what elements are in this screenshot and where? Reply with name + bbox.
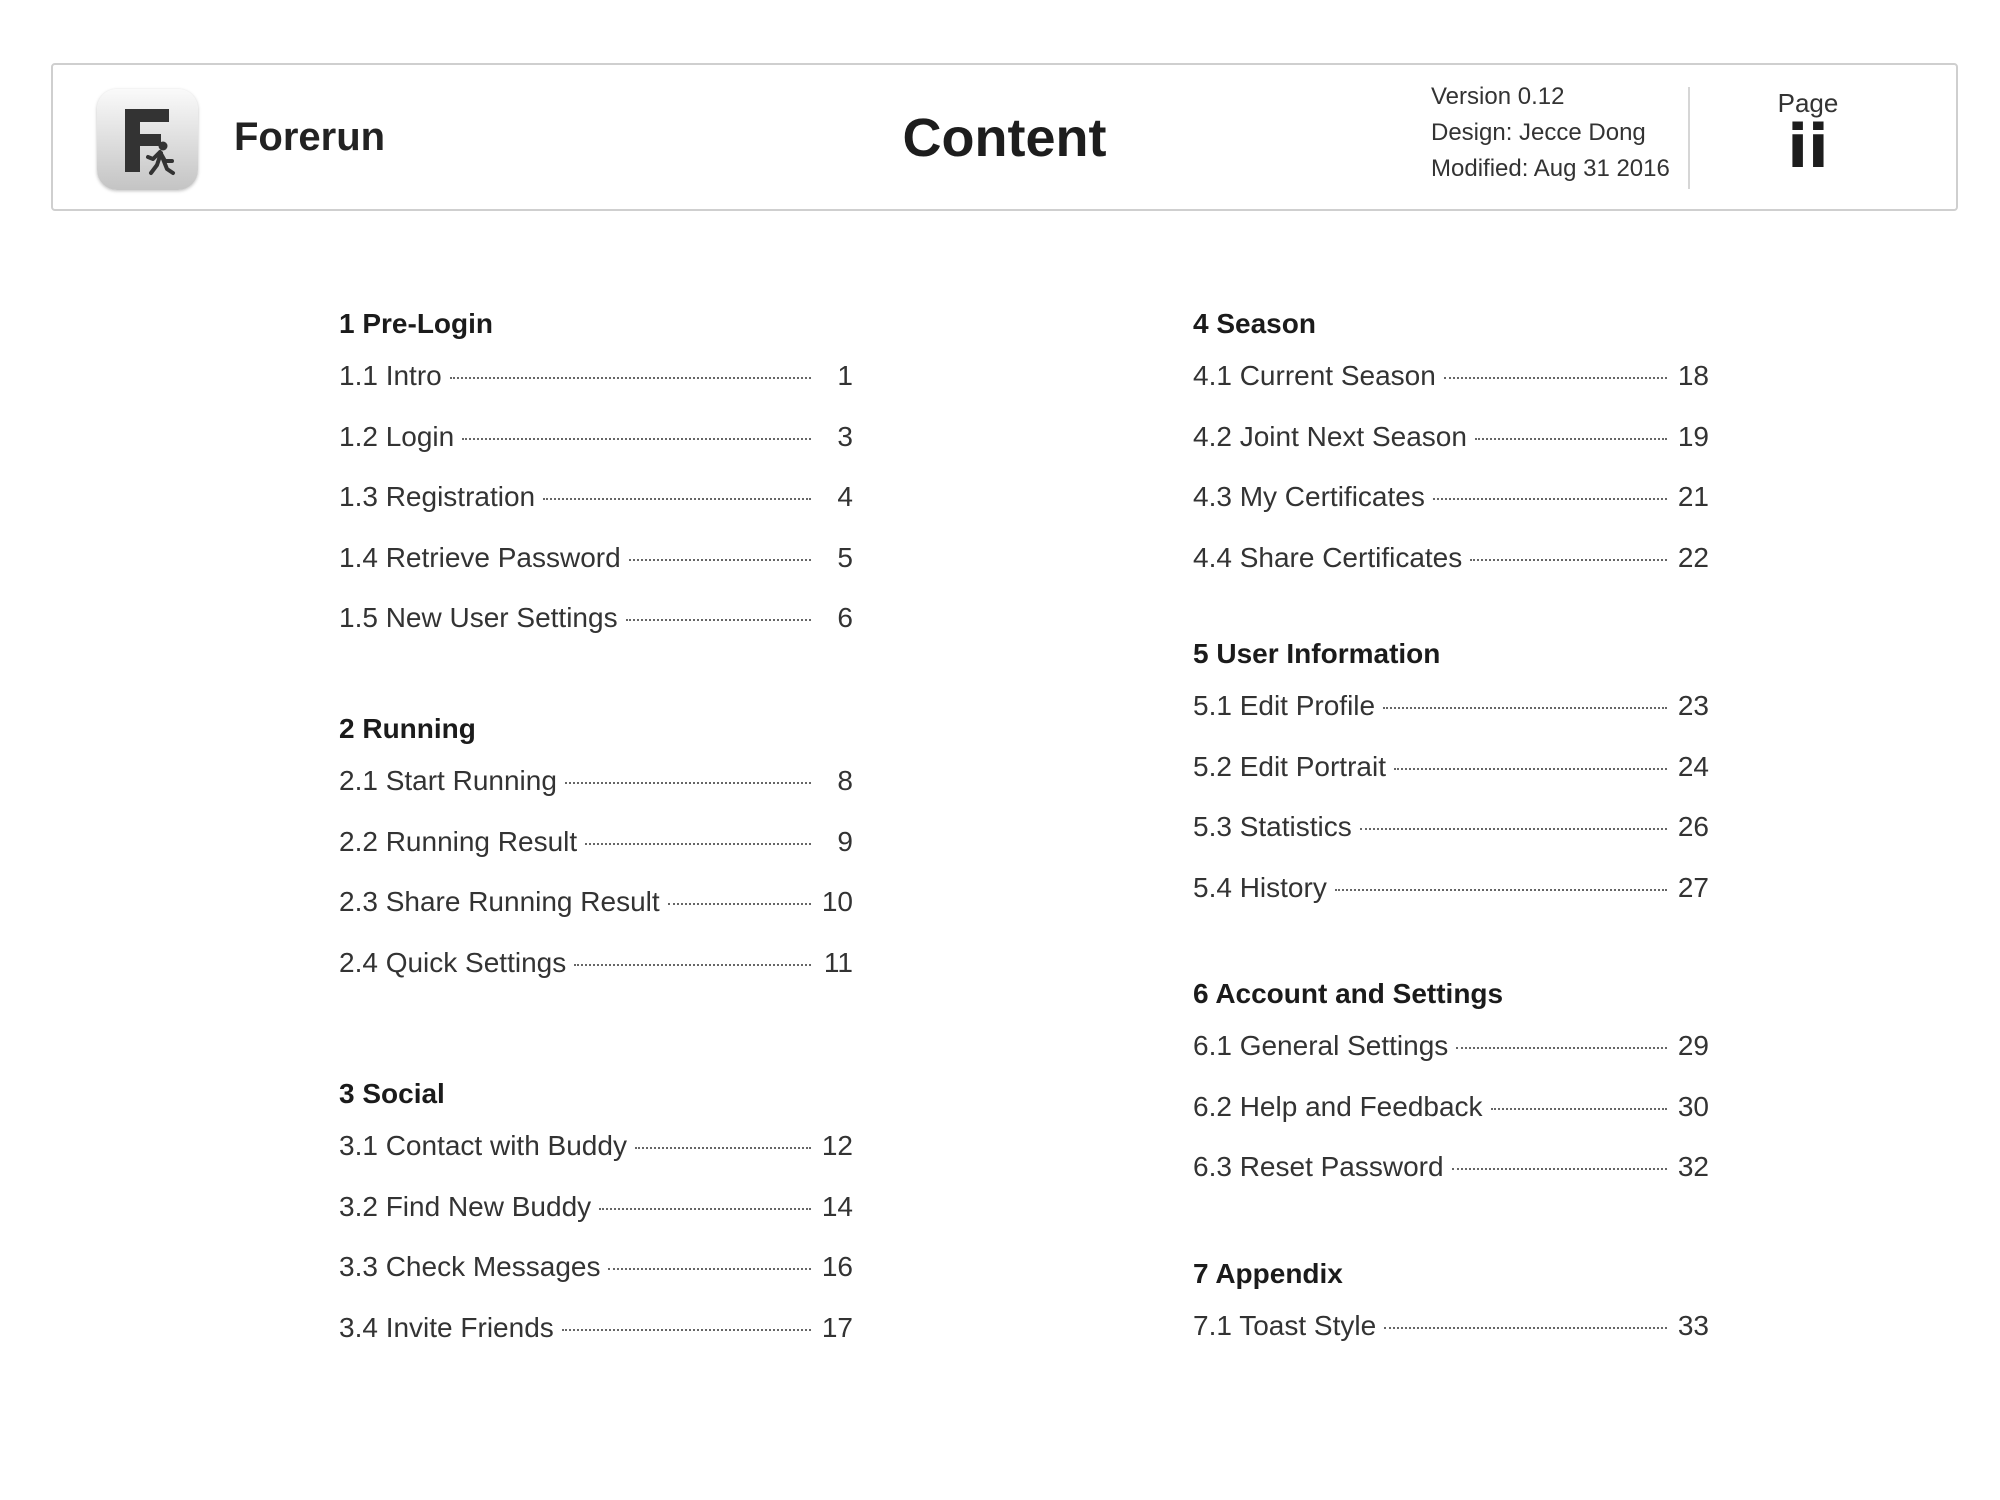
toc-entry-label: 7.1 Toast Style [1193,1310,1377,1341]
dot-leader [599,1208,811,1210]
dot-leader [1384,1327,1667,1329]
toc-entry-label: 1.3 Registration [339,481,536,512]
toc-entry-label: 6.1 General Settings [1193,1030,1449,1061]
toc-entry-label: 4.2 Joint Next Season [1193,420,1467,452]
toc-entry-label: 1.1 Intro [339,360,442,391]
toc-entry-page: 9 [837,825,853,857]
toc-entry[interactable] [339,751,853,812]
toc-right-column [1193,302,1709,1357]
toc-entry-label: 1.4 Retrieve Password [339,541,621,573]
toc-left-column [339,302,853,1358]
toc-entry[interactable] [1193,1016,1709,1077]
toc-entry-page: 32 [1677,1151,1709,1182]
toc-entry-page: 30 [1677,1090,1709,1122]
dot-leader [1456,1047,1667,1049]
toc-section-title: 2 Running [339,713,476,744]
toc-entry-page: 1 [837,360,853,391]
toc-entry[interactable] [339,1298,853,1359]
toc-entry-page: 4 [837,481,853,512]
dot-leader [543,498,811,500]
toc-entry-page: 23 [1677,690,1709,721]
forerun-runner-logo-icon [97,89,198,190]
dot-leader [1383,707,1667,709]
dot-leader [1475,438,1667,440]
toc-section [339,707,853,1072]
toc-entry-label: 3.2 Find New Buddy [339,1190,592,1222]
dot-leader [565,782,811,784]
toc-entry-page: 11 [823,946,853,978]
toc-entry[interactable] [1193,467,1709,528]
toc-entry[interactable] [339,467,853,528]
toc-entry-page: 29 [1677,1030,1709,1061]
toc-entry-label: 4.1 Current Season [1193,360,1436,391]
dot-leader [1433,498,1667,500]
toc-entry[interactable] [1193,1137,1709,1198]
toc-entry[interactable] [339,1116,853,1177]
modified-date-text: Modified: Aug 31 2016 [1431,155,1670,182]
version-text: Version 0.12 [1431,83,1565,110]
dot-leader [1394,768,1667,770]
toc-entry-page: 18 [1677,360,1709,391]
page-title: Content [902,108,1107,168]
toc-entry-label: 6.2 Help and Feedback [1193,1090,1483,1122]
toc-entry[interactable] [1193,797,1709,858]
toc-entry-label: 5.4 History [1193,871,1327,903]
toc-entry-page: 33 [1677,1310,1709,1341]
toc-entry-label: 3.4 Invite Friends [339,1311,554,1343]
toc-entry-label: 5.3 Statistics [1193,811,1352,842]
toc-entry-label: 1.2 Login [339,420,455,452]
dot-leader [462,438,811,440]
dot-leader [635,1147,811,1149]
toc-entry-label: 2.4 Quick Settings [339,946,567,978]
toc-entry[interactable] [339,528,853,589]
toc-section [1193,302,1709,632]
toc-entry[interactable] [339,933,853,994]
toc-entry-label: 6.3 Reset Password [1193,1151,1444,1182]
toc-entry[interactable] [1193,528,1709,589]
toc-entry-page: 24 [1677,750,1709,782]
dot-leader [1444,377,1667,379]
toc-entry[interactable] [1193,858,1709,919]
toc-entry-label: 2.1 Start Running [339,765,557,796]
toc-section [1193,632,1709,972]
header-divider [1688,87,1690,189]
toc-entry[interactable] [339,346,853,407]
app-name: Forerun [234,115,386,159]
document-meta [1431,79,1670,187]
toc-section-title: 1 Pre-Login [339,308,494,339]
toc-entry[interactable] [1193,407,1709,468]
dot-leader [629,559,811,561]
dot-leader [626,619,811,621]
toc-entry[interactable] [339,1177,853,1238]
toc-entry-label: 4.3 My Certificates [1193,481,1425,512]
toc-section-title: 3 Social [339,1078,445,1109]
toc-entry-page: 21 [1677,481,1709,512]
toc-entry-page: 14 [821,1190,853,1222]
toc-entry[interactable] [1193,1077,1709,1138]
dot-leader [574,964,811,966]
toc-section-title: 6 Account and Settings [1193,978,1504,1009]
toc-entry[interactable] [1193,737,1709,798]
toc-entry-label: 2.2 Running Result [339,825,578,857]
toc-entry[interactable] [339,872,853,933]
dot-leader [585,843,811,845]
toc-entry[interactable] [339,812,853,873]
toc-entry-page: 10 [821,886,853,917]
dot-leader [450,377,811,379]
dot-leader [1491,1108,1667,1110]
toc-entry-page: 5 [837,541,853,573]
toc-entry-label: 3.1 Contact with Buddy [339,1130,627,1161]
dot-leader [1470,559,1667,561]
toc-section-title: 7 Appendix [1193,1258,1343,1289]
toc-section [1193,1252,1709,1357]
toc-section-title: 4 Season [1193,308,1316,339]
toc-section [339,302,853,707]
toc-entry[interactable] [1193,346,1709,407]
toc-entry-page: 17 [821,1311,853,1343]
dot-leader [1335,889,1667,891]
page-number: ii [1787,112,1829,182]
dot-leader [608,1268,811,1270]
dot-leader [668,903,811,905]
toc-entry-label: 1.5 New User Settings [339,602,618,633]
toc-section-title: 5 User Information [1193,638,1441,669]
toc-entry-label: 5.2 Edit Portrait [1193,750,1386,782]
toc-entry[interactable] [1193,676,1709,737]
toc-entry-page: 27 [1677,871,1709,903]
toc-entry-label: 3.3 Check Messages [339,1251,601,1282]
document-header [51,63,1958,211]
designer-text: Design: Jecce Dong [1431,119,1646,146]
toc-section [1193,972,1709,1252]
toc-entry-label: 5.1 Edit Profile [1193,690,1376,721]
toc-entry-page: 3 [837,420,853,452]
toc-entry-page: 8 [837,765,853,796]
toc-entry[interactable] [339,588,853,649]
toc-entry-label: 4.4 Share Certificates [1193,541,1463,573]
toc-entry[interactable] [339,1237,853,1298]
dot-leader [1360,828,1667,830]
toc-entry[interactable] [339,407,853,468]
dot-leader [1452,1168,1667,1170]
page-indicator [1718,87,1898,182]
toc-entry-page: 26 [1677,811,1709,842]
toc-entry-label: 2.3 Share Running Result [339,886,660,917]
toc-entry-page: 19 [1677,420,1709,452]
toc-entry-page: 6 [837,602,853,633]
page-label: Page [1777,88,1839,118]
dot-leader [562,1329,811,1331]
toc-entry-page: 16 [821,1251,853,1282]
toc-entry-page: 22 [1677,541,1709,573]
toc-entry[interactable] [1193,1296,1709,1357]
toc-entry-page: 12 [821,1130,853,1161]
toc-section [339,1072,853,1358]
